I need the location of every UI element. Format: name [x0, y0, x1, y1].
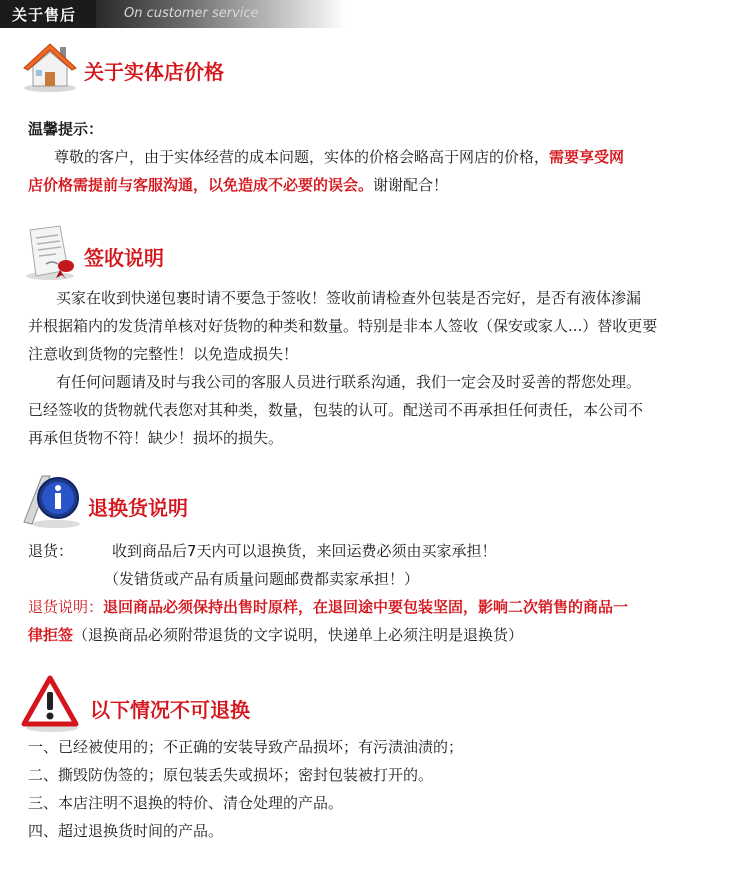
tip-label: 温馨提示： — [28, 120, 104, 138]
price-line-2 — [28, 170, 448, 200]
sign-line: 已经签收的货物就代表您对其种类，数量，包装的认可。配送司不再承担任何责任，本公司不 — [28, 401, 644, 419]
return-text-3-red: 律拒签 — [28, 626, 74, 644]
sign-line: 并根据箱内的发货清单核对好货物的种类和数量。特别是非本人签收（保安或家人...）替收更要 — [28, 317, 658, 335]
section-noreturn-header — [20, 674, 420, 734]
section-price-header — [20, 38, 420, 98]
section-sign-title: 签收说明 — [84, 246, 164, 270]
header-bar — [0, 0, 750, 28]
section-return-header — [20, 470, 420, 530]
price-line-1 — [54, 142, 624, 172]
noreturn-item: 二、撕毁防伪签的；原包装丢失或损坏；密封包装被打开的。 — [28, 766, 434, 784]
return-text-3: （退换商品必须附带退货的文字说明，快递单上必须注明是退换货） — [73, 626, 524, 644]
sign-line: 有任何问题请及时与我公司的客服人员进行联系沟通，我们一定会及时妥善的帮您处理。 — [56, 373, 642, 391]
noreturn-item: 三、本店注明不退换的特价、清仓处理的产品。 — [28, 794, 344, 812]
document-seal-icon — [20, 222, 80, 282]
header-tab-label: 关于售后 — [12, 6, 77, 24]
return-line-3 — [28, 620, 523, 650]
noreturn-item: 四、超过退换货时间的产品。 — [28, 822, 224, 840]
price-line-1-text: 尊敬的客户，由于实体经营的成本问题，实体的价格会略高于网店的价格， — [54, 148, 550, 166]
section-return-title: 退换货说明 — [88, 496, 188, 520]
sign-line: 买家在收到快递包裹时请不要急于签收！签收前请检查外包装是否完好，是否有液体渗漏 — [56, 289, 642, 307]
return-text-1: 收到商品后7天内可以退换货，来回运费必须由买家承担！ — [112, 542, 497, 560]
section-price-title: 关于实体店价格 — [84, 60, 224, 84]
sign-line: 注意收到货物的完整性！以免造成损失！ — [28, 345, 299, 363]
return-text-1b: （发错货或产品有质量问题邮费都卖家承担！） — [104, 570, 420, 588]
header-tab — [0, 0, 96, 28]
return-label-1: 退货： — [28, 542, 74, 560]
house-icon — [20, 38, 80, 94]
return-text-2: 退回商品必须保持出售时原样，在退回途中要包装坚固，影响二次销售的商品一 — [103, 598, 629, 616]
price-line-1-highlight: 需要享受网 — [549, 148, 625, 166]
return-label-2: 退货说明： — [28, 598, 104, 616]
price-line-2-highlight: 店价格需提前与客服沟通，以免造成不必要的误会。 — [28, 176, 374, 194]
header-subtitle: On customer service — [124, 6, 259, 21]
noreturn-item: 一、已经被使用的；不正确的安装导致产品损坏；有污渍油渍的； — [28, 738, 464, 756]
return-line-2 — [28, 592, 628, 622]
section-sign-header — [20, 222, 420, 282]
price-line-2-text: 谢谢配合！ — [373, 176, 449, 194]
warning-icon — [20, 674, 82, 734]
section-noreturn-title: 以下情况不可退换 — [90, 698, 250, 722]
sign-line: 再承但货物不符！缺少！损坏的损失。 — [28, 429, 284, 447]
info-icon — [20, 470, 84, 530]
